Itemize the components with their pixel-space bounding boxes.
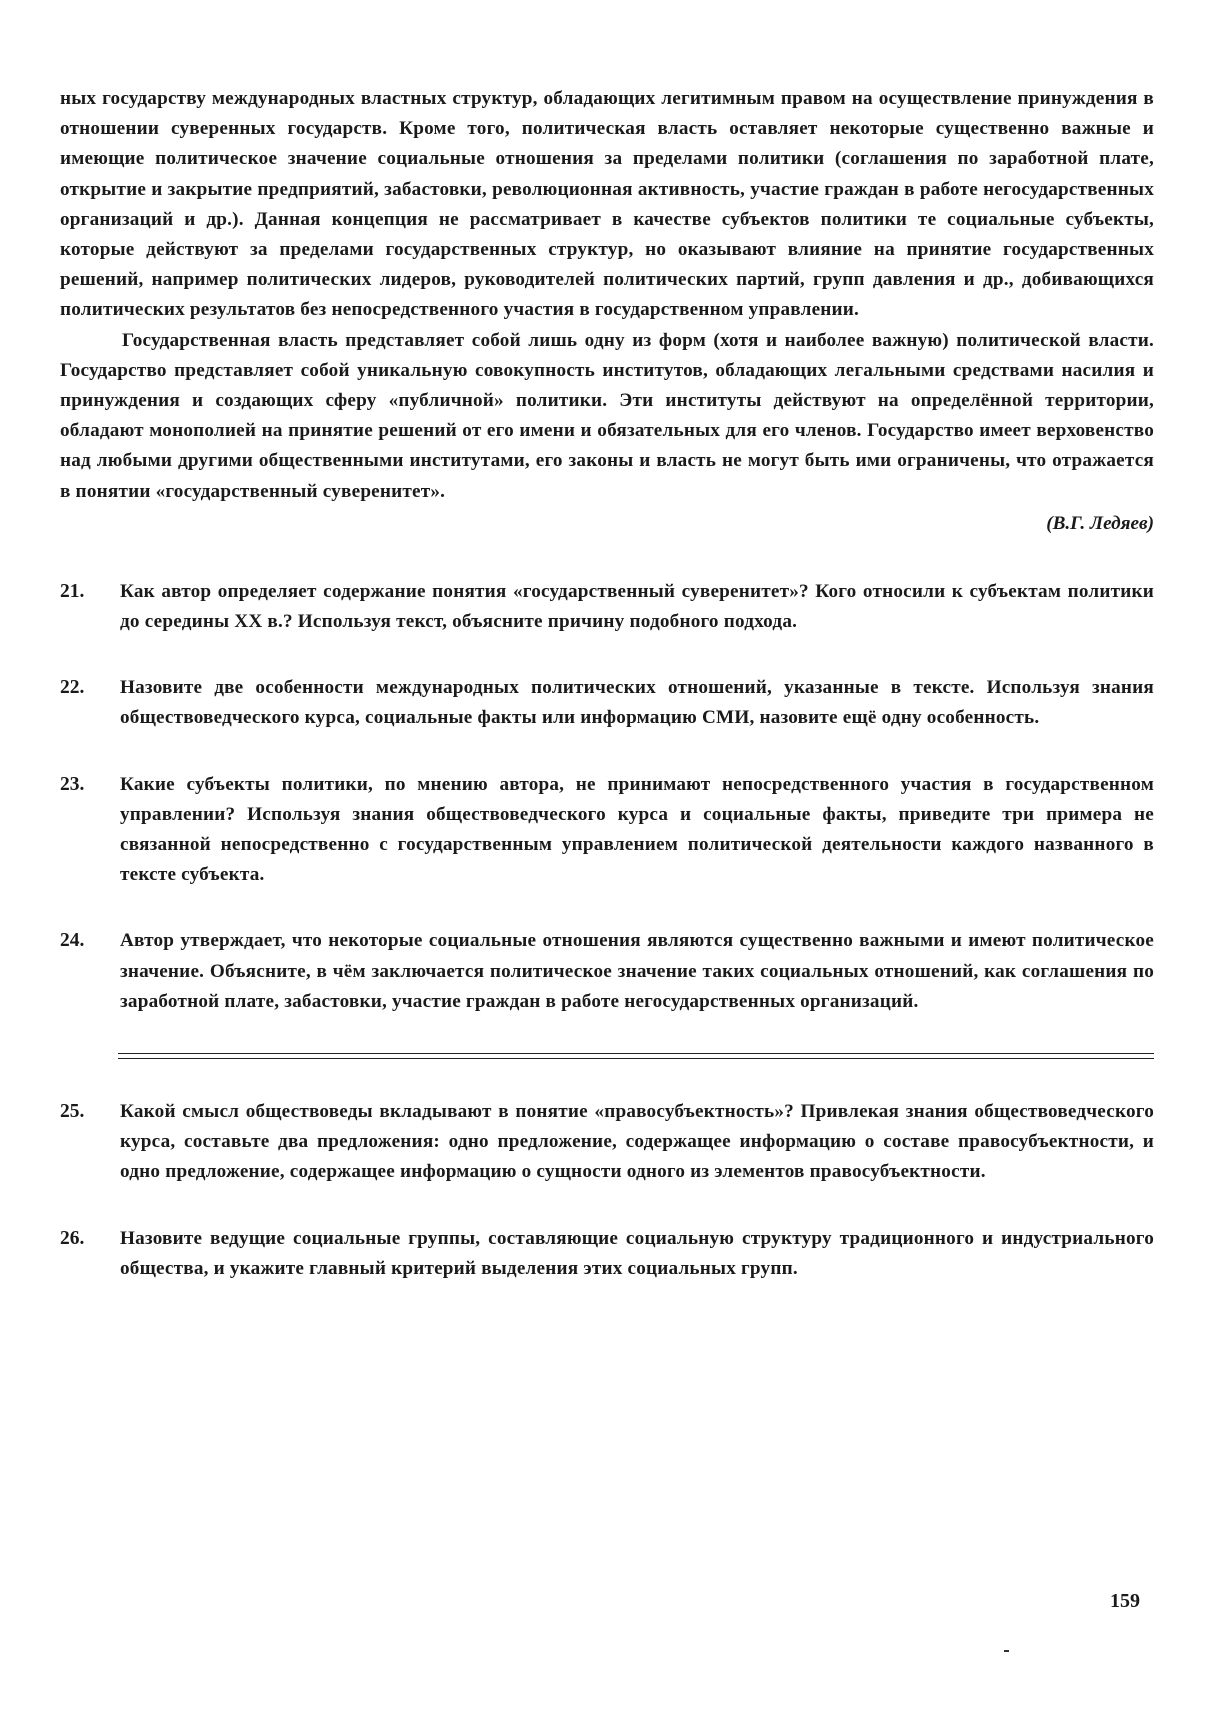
question-21	[60, 577, 1154, 637]
question-22	[60, 673, 1154, 733]
page-number: 159	[1110, 1590, 1140, 1612]
passage-author: (В.Г. Ледяев)	[1046, 512, 1154, 534]
question-number: 22.	[60, 677, 85, 699]
question-number: 26.	[60, 1227, 85, 1249]
question-number: 23.	[60, 773, 85, 795]
question-number: 24.	[60, 930, 85, 952]
passage-paragraph-2: Государственная власть представляет собой лишь одну из форм (хотя и наиболее важную) политической власти. Государство представляет собой уникальную совокупность институтов, обладающих легальными средствами насилия и принуждения и создающих сферу «публичной» политики. Эти институты действуют на определённой территории, обладают монополией на принятие решений от его имени и обязательных для его членов. Государство имеет верховенство над любыми другими общественными институтами, его законы и власть не могут быть ими ограничены, что отражается в понятии «государственный суверенитет».	[60, 329, 1154, 502]
question-text: Назовите две особенности международных политических отношений, указанные в тексте. Используя знания обществоведческого курса, социальные факты или информацию СМИ, назовите ещё одну особенность.	[120, 677, 1154, 729]
question-text: Как автор определяет содержание понятия «государственный суверенитет»? Кого относили к субъектам политики до середины XX в.? Используя текст, объясните причину подобного подхода.	[120, 580, 1154, 633]
question-number: 21.	[60, 580, 85, 602]
question-23	[60, 770, 1154, 891]
section-divider	[118, 1053, 1154, 1059]
question-text: Какой смысл обществоведы вкладывают в понятие «правосубъектность»? Привлекая знания обществоведческого курса, составьте два предложения: одно предложение, содержащее информацию о составе правосубъектности, и одно предложение, содержащее информацию о сущности одного из элементов правосубъектности.	[120, 1101, 1154, 1183]
question-number: 25.	[60, 1101, 85, 1123]
question-25	[60, 1097, 1154, 1188]
question-text: Какие субъекты политики, по мнению автора, не принимают непосредственного участия в государственном управлении? Используя знания обществоведческого курса и социальные факты, приведите три примера не связанной непосредственно с государственным управлением политической деятельности каждого названного в тексте субъекта.	[120, 773, 1154, 886]
question-26	[60, 1224, 1154, 1284]
question-24	[60, 926, 1154, 1017]
question-text: Назовите ведущие социальные группы, составляющие социальную структуру традиционного и индустриального общества, и укажите главный критерий выделения этих социальных групп.	[120, 1227, 1154, 1279]
passage-paragraph-1: ных государству международных властных структур, обладающих легитимным правом на осуществление принуждения в отношении суверенных государств. Кроме того, политическая власть оставляет некоторые существенно важные и имеющие политическое значение социальные отношения за пределами политики (соглашения по заработной плате, открытие и закрытие предприятий, забастовки, революционная активность, участие граждан в работе негосударственных организаций и др.). Данная концепция не рассматривает в качестве субъектов политики те социальные субъекты, которые действуют за пределами государственных структур, но оказывают влияние на принятие государственных решений, например политических лидеров, руководителей политических партий, групп давления и др., добивающихся политических результатов без непосредственного участия в государственном управлении.	[60, 88, 1154, 321]
question-text: Автор утверждает, что некоторые социальные отношения являются существенно важными и имеют политическое значение. Объясните, в чём заключается политическое значение таких социальных отношений, как соглашения по заработной плате, забастовки, участие граждан в работе негосударственных организаций.	[120, 930, 1154, 1012]
page-content	[60, 84, 1154, 1284]
print-speck	[1004, 1650, 1009, 1652]
